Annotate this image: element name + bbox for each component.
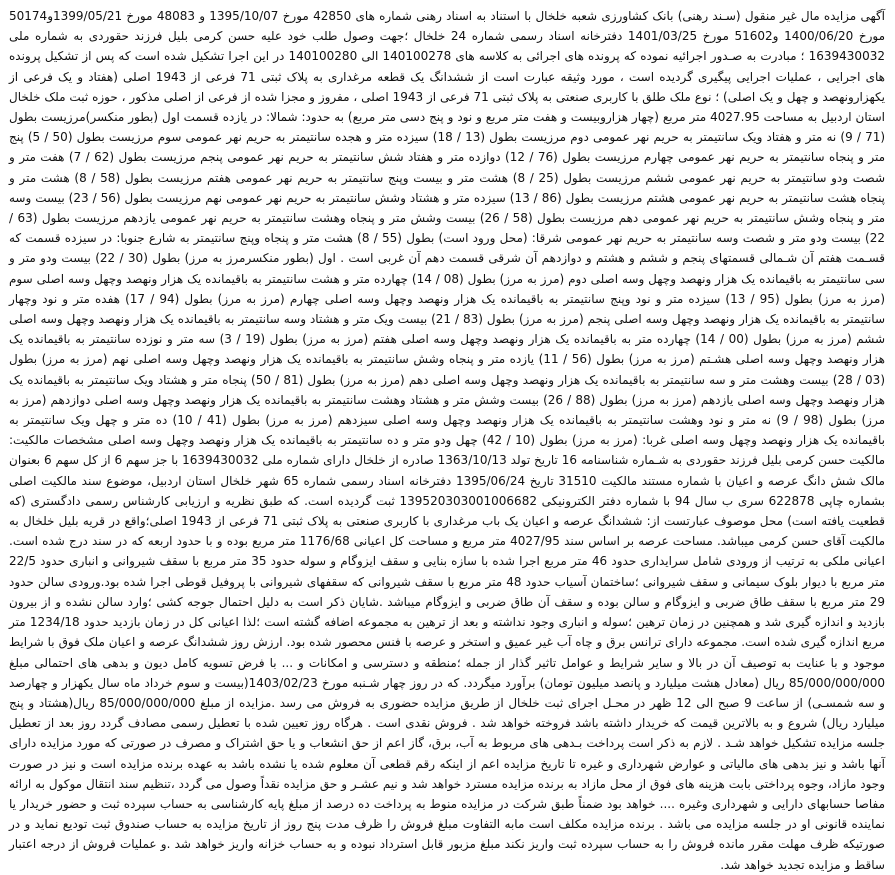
auction-notice-text: آگهی مزایده مال غیر منقول (سـند رهنی) بانک کشاورزی شعبه خلخال با استناد به اسناد رهنی شماره های 42850 مورخ 1395/10/07 و 48083 مورخ 1399/05/21و50174 مورخ 1400/06/20 و51602 مورخ 1401/03/25 دفترخانه اسناد رسمی شماره 24 خلخال ؛جهت وصول طلب خود علیه حسن کرمی بلیل فرزند حقوردی به شماره ملی 1639430032 ؛ مبادرت به صـدور اجرائیه نموده که پرونده های اجرائی به کلاسه های 140100278 الی 140100280 در این اجرا تشکیل شده است که پس از تشکیل پرونده های اجرایی ، عملیات اجرایی پیگیری گردیده است ، مورد وثیقه عبارت است از ششدانگ یک قطعه مرغداری به پلاک ثبتی 71 فرعی از 1943 اصلی (هفتاد و یک فرعی از یکهزارونهصد و چهل و یک اصلی) ؛ نوع ملک طلق با کاربری صنعتی به پلاک ثبتی 71 فرعی از 1943 اصلی ، مفروز و مجزا شده از فرعی از اصلی مذکور ، حوزه ثبت ملک خلخال استان اردبیل به مساحت 4027.95 متر مربع (چهار هزاروبیست و هفت متر مربع و نود و پنج دسی متر مربع) به حدود: شمالا: در یازده قسمت اول (بطور منکسر)مرزیست بطول (71 / 9) نه متر و هفتاد ویک سانتیمتر به حریم نهر عمومی دوم مرزیست بطول (13 / 18) سیزده متر و هجده سانتیمتر به حریم نهر عمومی سوم مرزیست بطول (50 / 5) پنج متر و پنجاه سانتیمتر به حریم نهر عمومی چهارم مرزیست بطول (76 / 12) دوازده متر و هفتاد شش سانتیمتر به حریم نهر عمومی پنجم مرزیست بطول (62 / 7) هفت متر و شصت ودو سانتیمتر به حریم نهر عمومی ششم مرزیست بطول (25 / 8) هشت متر و بیست وپنج سانتیمتر به حریم نهر عمومی هفتم مرزیست بطول (58 / 8) هشت متر و پنجاه هشت سانتیمتر به حریم نهر عمومی هشتم مرزیست بطول (86 / 13) سیزده متر و هشتاد وشش سانتیمتر به حریم نهر عمومی نهم مرزیست بطول (56 / 23) بیست وسه متر و پنجاه وشش سانتیمتر به حریم نهر عمومی دهم مرزیست بطول (58 / 26) بیست وشش متر و پنجاه وهشت سانتیمتر به حریم نهر عمومی یازدهم مرزیست بطول (63 / 22) بیست ودو متر و شصت وسه سانتیمتر به حریم نهر عمومی شرقا: (محل ورود است) بطول (55 / 8) هشت متر و پنجاه وپنج سانتیمتر به شارع جنوبا: در سیزده قسمت که قسـمت هفتم آن شـمالی قسمتهای پنجم و ششم و هشتم و دوازدهم آن شرقی قسمت دهم آن غربی است . اول (بطور منکسرمرز به مرز) بطول (30 / 22) بیست ودو متر و سی سانتیمتر به باقیمانده یک هزار ونهصد وچهل وسه اصلی دوم (مرز به مرز) بطول (08 / 14) چهارده متر و هشت سانتیمتر به باقیمانده یک هزار ونهصد وچهل وسه اصلی سوم (مرز به مرز) بطول (95 / 13) سیزده متر و نود وپنج سانتیمتر به باقیمانده یک هزار ونهصد وچهل وسه اصلی چهارم (مرز به مرز) بطول (94 / 17) هفده متر و نود وچهار سانتیمتر به باقیمانده یک هزار ونهصد وچهل وسه اصلی پنجم (مرز به مرز) بطول (83 / 21) بیست ویک متر و هشتاد وسه سانتیمتر به باقیمانده یک هزار ونهصد وچهل وسه اصلی ششم (مرز به مرز) بطول (00 / 14) چهارده متر به باقیمانده یک هزار ونهصد وچهل وسه اصلی هفتم (مرز به مرز) بطول (19 / 3) سه متر و نوزده سانتیمتر به باقیمانده یک هزار ونهصد وچهل وسه اصلی هشـتم (مرز به مرز) بطول (56 / 11) یازده متر و پنجاه وشش سانتیمتر به باقیمانده یک هزار ونهصد وچهل وسه اصلی نهم (مرز به مرز) بطول (03 / 28) بیست وهشت متر و سه سانتیمتر به باقیمانده یک هزار ونهصد وچهل وسه اصلی دهم (مرز به مرز) بطول (81 / 50) پنجاه متر و هشتاد ویک سانتیمتر به باقیمانده یک هزار ونهصد وچهل وسه اصلی یازدهم (مرز به مرز) بطول (88 / 26) بیست وشش متر و هشتاد وهشت سانتیمتر به باقیمانده یک هزار ونهصد وچهل وسه اصلی دوازدهم (مرز به مرز) بطول (98 / 9) نه متر و نود وهشت سانتیمتر به باقیمانده یک هزار ونهصد وچهل وسه اصلی سیزدهم (مرز به مرز) بطول (41 / 10) ده متر و چهل ویک سانتیمتر به باقیمانده یک هزار ونهصد وچهل وسه اصلی غربا: (مرز به مرز) بطول (10 / 42) چهل ودو متر و ده سانتیمتر به باقیمانده یک هزار ونهصد وچهل وسه اصلی مشخصات مالکیت: مالکیت حسن کرمی بلیل فرزند حقوردی به شـماره شناسنامه 16 تاریخ تولد 1363/10/13 صادره از خلخال دارای شماره ملی 1639430032 با جز سهم 6 از کل سهم 6 بعنوان مالک شش دانگ عرصه و اعیان با شماره مستند مالکیت 31510 تاریخ 1395/06/24 دفترخانه اسناد رسمی شماره 65 شهر خلخال استان اردبیل، موضوع سند مالکیت اصلی بشماره چاپی 622878 سری ب سال 94 با شماره دفتر الکترونیکی 139520303001006682 ثبت گردیده است. که طبق نظریه و ارزیابی کارشناس رسمی دادگستری (که قطعیت یافته است) محل موصوف عبارتست از: ششدانگ عرصه و اعیان یک باب مرغداری با کاربری صنعتی به پلاک ثبتی 71 فرعی از 1943 اصلی؛واقع در قریه بلیل خلخال به مالکیت آقای حسن کرمی میباشد. مساحت عرصه بر اساس سند 4027/95 متر مربع و مساحت کل اعیانی 1176/68 متر مربع بوده و با حدود اربعه که در سند درج شده است. اعیانی ملکی به ترتیب از ورودی شامل سرایداری حدود 46 متر مربع اجرا شده با سازه بنایی و سقف ایزوگام و سوله حدود 35 متر مربع با سقف شیروانی و انباری حدود 22/5 متر مربع با دیوار بلوک سیمانی و سقف شیروانی ؛ساختمان آسیاب حدود 48 متر مربع با سقف شیروانی که سقفهای شیروانی با پروفیل قوطی اجرا شده بود.ورودی سالن حدود 29 متر مربع با سقف طاق ضربی و ایزوگام و سالن بوده و سقف آن طاق ضربی و ایزوگام میباشد .شایان ذکر است به دلیل احتمال جوجه کشی ؛وارد سالن نشده و از بیرون بازدید و اندازه گیری شد و همچنین در زمان ترهین ؛سوله و انباری وجود نداشته و بعد از ترهین به مجموعه اضافه گشته است ؛لذا اعیانی کل در زمان بازدید حدود 1234/18 متر مربع اندازه گیری شده است. مجموعه دارای ترانس برق و چاه آب غیر عمیق و استخر و عرصه با فنس محصور شده بود. ارزش روز ششدانگ عرصه و اعیان ملک فوق با شرایط موجود و با عنایت به توصیف آن در بالا و سایر شرایط و عوامل تاثیر گذار از جمله ؛منطقه و دسترسی و امکانات و ... با فرض تسویه کامل دیون و بدهی های احتمالی مبلغ 85/000/000/000 ریال (معادل هشت میلیارد و پانصد میلیون تومان) برآورد میگردد. که در روز چهار شـنبه مورخ 1403/02/23(بیست و سوم خرداد ماه سال یکهزار و چهارصد و سه شمسـی) از ساعت 9 صبح الی 12 ظهر در محـل اجرای ثبت خلخال از طریق مزایده حضوری به فروش می رسد .مزایده از مبلغ 85/000/000/000 ریال(هشتاد و پنج میلیارد ریال) شروع و به بالاترین قیمت که خریدار داشته باشد فروخته خواهد شد . فروش نقدی است . هرگاه روز تعیین شده با تعطیل رسمی مصادف گردد روز بعد از تعطیل جلسه مزایده تشکیل خواهد شـد . لازم به ذکر است پرداخت بـدهی های مربوط به آب، برق، گاز اعم از حق انشعاب و یا حق اشتراک و مصرف در صورتی که مورد مزایده دارای آنها باشد و نیز بدهی های مالیاتی و عوارض شهرداری و غیره تا تاریخ مزایده اعم از اینکه رقم قطعی آن معلوم شده یا نشده باشد به عهده برنده مزایده است و نیز در صورت وجود مازاد، وجوه پرداختی بابت هزینه های فوق از محل مازاد به برنده مزایده مسترد خواهد شد و نیم عشـر و حق مزایده نقداً وصول می گردد ،تنظیم سند انتقال موکول به ارائه مفاصا حسابهای دارایی و شهرداری وغیره .... خواهد بود ضمناً طبق شرکت در مزایده منوط به پرداخت ده درصد از مبلغ پایه کارشناسی به حساب سپرده ثبت و حضور خریدار یا نماینده قانونی او در جلسه مزایده می باشد . برنده مزایده مکلف است مابه التفاوت مبلغ فروش را ظرف مدت پنج روز از تاریخ مزایده به حساب صندوق ثبت تودیع نماید و در صورتیکه ظرف مهلت مقرر مانده فروش را به حساب سپرده ثبت واریز نکند مبلغ مزبور قابل استرداد نبوده و به حساب خزانه واریز خواهد شد .و عملیات فروش از درجه اعتبار ساقط و مزایده تجدید خواهد شد.: [9, 9, 886, 872]
